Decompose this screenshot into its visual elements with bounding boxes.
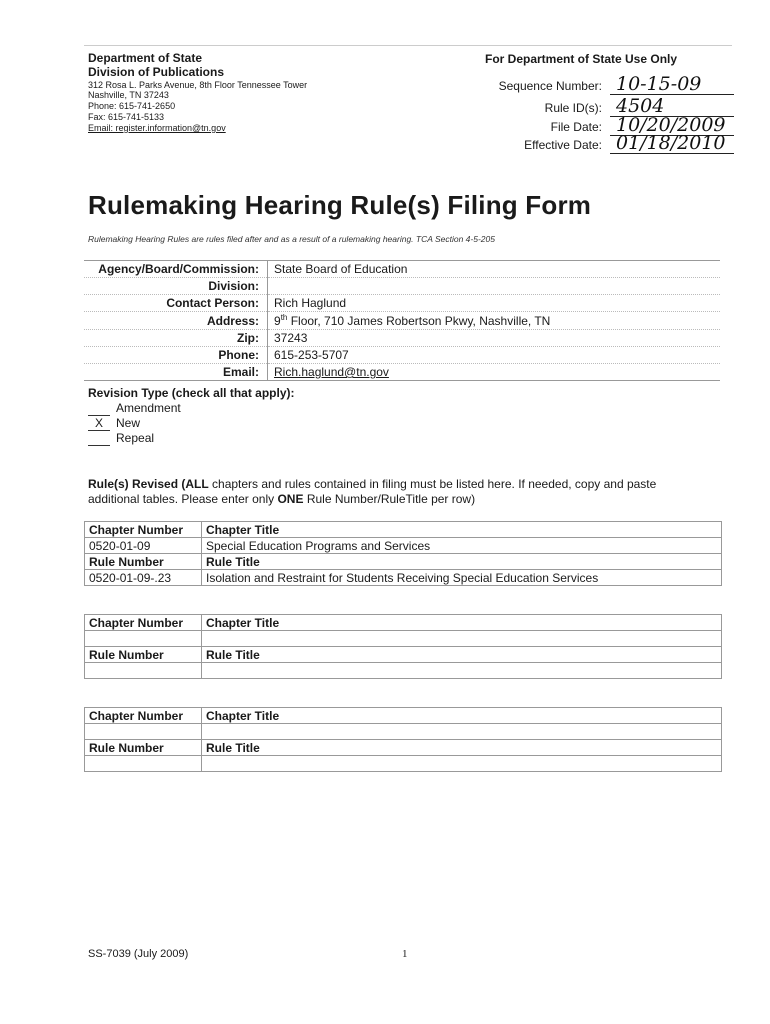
contact-row bbox=[84, 330, 720, 347]
rule-title-cell[interactable] bbox=[202, 756, 722, 772]
revision-option-repeal[interactable] bbox=[88, 431, 295, 446]
rule-id-value: 4504 bbox=[610, 96, 734, 117]
email-label: Email: bbox=[84, 364, 268, 381]
amendment-label: Amendment bbox=[116, 401, 181, 415]
form-subtitle: Rulemaking Hearing Rules are rules filed after and as a result of a rulemaking hearing. TCA Section 4-5-205 bbox=[88, 234, 495, 244]
table-row bbox=[85, 554, 722, 570]
amendment-checkmark[interactable] bbox=[88, 401, 110, 416]
department-fax: Fax: 615-741-5133 bbox=[88, 111, 165, 122]
contact-info-table bbox=[84, 260, 720, 381]
table-row bbox=[85, 708, 722, 724]
table-row bbox=[85, 615, 722, 631]
effective-date-label: Effective Date: bbox=[524, 138, 602, 152]
new-label: New bbox=[116, 416, 141, 430]
contact-row bbox=[84, 261, 720, 278]
rule-title-header: Rule Title bbox=[202, 647, 722, 663]
chapter-title-cell[interactable]: Special Education Programs and Services bbox=[202, 538, 722, 554]
chapter-number-header: Chapter Number bbox=[85, 522, 202, 538]
contact-row bbox=[84, 295, 720, 312]
table-row bbox=[85, 570, 722, 586]
rule-number-header: Rule Number bbox=[85, 647, 202, 663]
address-value[interactable]: 9th Floor, 710 James Robertson Pkwy, Nashville, TN bbox=[268, 312, 721, 330]
agency-value[interactable]: State Board of Education bbox=[268, 261, 721, 278]
rule-table-1 bbox=[84, 521, 722, 586]
rule-number-header: Rule Number bbox=[85, 740, 202, 756]
division-label: Division: bbox=[84, 278, 268, 295]
contact-person-value[interactable]: Rich Haglund bbox=[268, 295, 721, 312]
file-date-value: 10/20/2009 bbox=[610, 115, 734, 136]
chapter-number-cell[interactable] bbox=[85, 724, 202, 740]
rule-number-header: Rule Number bbox=[85, 554, 202, 570]
contact-row bbox=[84, 312, 720, 330]
revision-option-new[interactable] bbox=[88, 416, 295, 431]
table-row bbox=[85, 724, 722, 740]
chapter-title-header: Chapter Title bbox=[202, 708, 722, 724]
rules-revised-heading: Rule(s) Revised ( bbox=[88, 477, 186, 491]
form-title: Rulemaking Hearing Rule(s) Filing Form bbox=[88, 190, 592, 220]
address-label: Address: bbox=[84, 312, 268, 330]
rule-table-3 bbox=[84, 707, 722, 772]
rule-title-cell[interactable]: Isolation and Restraint for Students Receiving Special Education Services bbox=[202, 570, 722, 586]
rules-instruction-end: Rule Number/RuleTitle per row) bbox=[303, 492, 476, 506]
chapter-number-cell[interactable] bbox=[85, 631, 202, 647]
division-name: Division of Publications bbox=[88, 64, 225, 79]
rules-revised-instructions bbox=[88, 477, 708, 507]
rule-title-header: Rule Title bbox=[202, 554, 722, 570]
rules-one-emphasis: ONE bbox=[277, 492, 304, 506]
sequence-number-label: Sequence Number: bbox=[498, 79, 602, 93]
contact-row bbox=[84, 364, 720, 381]
rule-table-2 bbox=[84, 614, 722, 679]
rules-instruction-text: chapters and rules contained in filing must be listed here. If needed, copy and paste additional tables. Please enter only bbox=[88, 477, 657, 506]
chapter-title-cell[interactable] bbox=[202, 631, 722, 647]
repeal-checkmark[interactable] bbox=[88, 431, 110, 446]
department-header bbox=[88, 52, 307, 134]
division-value[interactable] bbox=[268, 278, 721, 295]
table-row bbox=[85, 647, 722, 663]
agency-label: Agency/Board/Commission: bbox=[84, 261, 268, 278]
sequence-number-value: 10-15-09 bbox=[610, 74, 734, 95]
effective-date-value: 01/18/2010 bbox=[610, 133, 734, 154]
repeal-label: Repeal bbox=[116, 431, 155, 445]
chapter-number-cell[interactable]: 0520-01-09 bbox=[85, 538, 202, 554]
contact-person-label: Contact Person: bbox=[84, 295, 268, 312]
rules-all-emphasis: ALL bbox=[185, 477, 209, 491]
new-checkmark[interactable]: X bbox=[88, 416, 110, 431]
form-id-footer: SS-7039 (July 2009) bbox=[88, 948, 189, 960]
rule-id-label: Rule ID(s): bbox=[544, 101, 602, 115]
rule-number-cell[interactable]: 0520-01-09-.23 bbox=[85, 570, 202, 586]
department-phone: Phone: 615-741-2650 bbox=[88, 101, 176, 112]
state-use-title: For Department of State Use Only bbox=[485, 52, 678, 66]
file-date-label: File Date: bbox=[550, 120, 602, 134]
chapter-title-cell[interactable] bbox=[202, 724, 722, 740]
table-row bbox=[85, 663, 722, 679]
revision-type-section bbox=[88, 386, 295, 446]
chapter-number-header: Chapter Number bbox=[85, 708, 202, 724]
top-divider bbox=[84, 45, 732, 46]
department-name: Department of State bbox=[88, 51, 203, 65]
table-row bbox=[85, 756, 722, 772]
rule-number-cell[interactable] bbox=[85, 663, 202, 679]
chapter-title-header: Chapter Title bbox=[202, 522, 722, 538]
zip-label: Zip: bbox=[84, 330, 268, 347]
rule-title-cell[interactable] bbox=[202, 663, 722, 679]
department-email-link[interactable]: Email: register.information@tn.gov bbox=[88, 122, 226, 133]
contact-row bbox=[84, 278, 720, 295]
table-row bbox=[85, 740, 722, 756]
contact-row bbox=[84, 347, 720, 364]
rule-number-cell[interactable] bbox=[85, 756, 202, 772]
table-row bbox=[85, 631, 722, 647]
email-value[interactable]: Rich.haglund@tn.gov bbox=[268, 364, 721, 381]
rule-title-header: Rule Title bbox=[202, 740, 722, 756]
table-row bbox=[85, 538, 722, 554]
revision-option-amendment[interactable] bbox=[88, 401, 295, 416]
revision-type-title: Revision Type (check all that apply): bbox=[88, 386, 295, 400]
table-row bbox=[85, 522, 722, 538]
department-address: 312 Rosa L. Parks Avenue, 8th Floor Tennessee Tower bbox=[88, 79, 308, 90]
department-city: Nashville, TN 37243 bbox=[88, 90, 169, 101]
chapter-number-header: Chapter Number bbox=[85, 615, 202, 631]
chapter-title-header: Chapter Title bbox=[202, 615, 722, 631]
page-number: 1 bbox=[402, 948, 408, 960]
phone-label: Phone: bbox=[84, 347, 268, 364]
phone-value[interactable]: 615-253-5707 bbox=[268, 347, 721, 364]
zip-value[interactable]: 37243 bbox=[268, 330, 721, 347]
